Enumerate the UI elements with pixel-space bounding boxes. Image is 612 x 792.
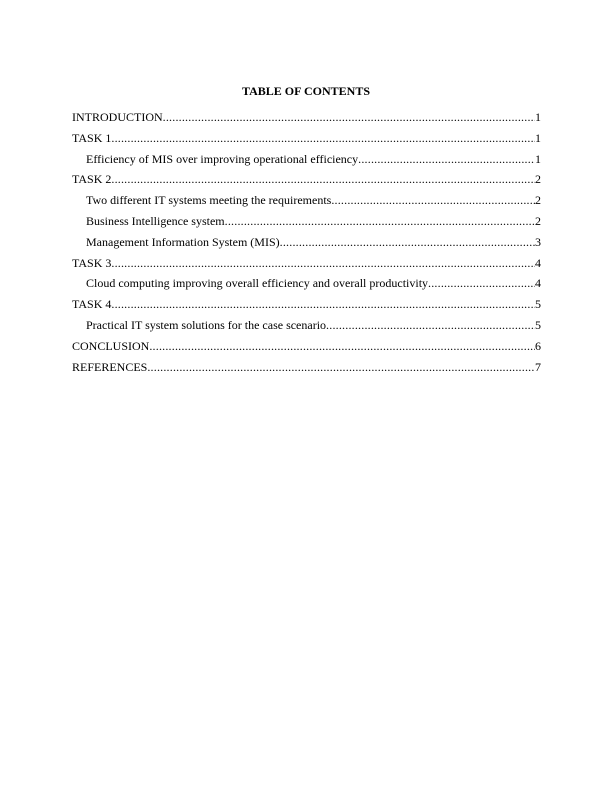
toc-entry-label: TASK 3 bbox=[72, 255, 112, 270]
toc-entry-label: CONCLUSION bbox=[72, 338, 150, 353]
dot-leader bbox=[358, 152, 535, 166]
toc-title: TABLE OF CONTENTS bbox=[241, 84, 371, 98]
toc-entry-cloud-computing[interactable] bbox=[72, 276, 541, 297]
toc-entry-page-number: 3 bbox=[535, 234, 541, 249]
toc-entry-business-intelligence[interactable] bbox=[72, 214, 541, 235]
toc-entry-page-number: 1 bbox=[535, 110, 541, 124]
toc-entry-task-1[interactable] bbox=[72, 131, 541, 152]
toc-entry-label: TASK 1 bbox=[72, 130, 112, 145]
dot-leader bbox=[147, 360, 535, 374]
toc-entry-page-number: 1 bbox=[535, 151, 541, 166]
toc-list bbox=[72, 110, 541, 380]
toc-entry-page-number: 7 bbox=[535, 359, 541, 374]
toc-entry-page-number: 1 bbox=[535, 130, 541, 145]
dot-leader bbox=[280, 235, 535, 249]
toc-entry-mis-efficiency[interactable] bbox=[72, 152, 541, 173]
toc-entry-page-number: 6 bbox=[535, 338, 541, 353]
toc-entry-page-number: 4 bbox=[535, 276, 541, 291]
toc-entry-label: Two different IT systems meeting the requirements bbox=[86, 193, 332, 208]
dot-leader bbox=[326, 318, 535, 332]
toc-entry-label: Business Intelligence system bbox=[86, 213, 225, 228]
toc-entry-task-2[interactable] bbox=[72, 172, 541, 193]
toc-entry-page-number: 5 bbox=[535, 317, 541, 332]
toc-entry-page-number: 2 bbox=[535, 213, 541, 228]
toc-entry-page-number: 2 bbox=[535, 172, 541, 187]
toc-entry-label: TASK 2 bbox=[72, 172, 112, 187]
dot-leader bbox=[111, 297, 535, 311]
toc-entry-label: REFERENCES bbox=[72, 359, 148, 374]
dot-leader bbox=[428, 276, 535, 290]
toc-entry-page-number: 5 bbox=[535, 297, 541, 312]
toc-entry-label: Efficiency of MIS over improving operational efficiency bbox=[86, 151, 359, 166]
toc-entry-introduction[interactable] bbox=[72, 110, 541, 131]
toc-entry-mis[interactable] bbox=[72, 235, 541, 256]
dot-leader bbox=[111, 256, 535, 270]
toc-entry-label: TASK 4 bbox=[72, 297, 112, 312]
toc-entry-task-4[interactable] bbox=[72, 297, 541, 318]
dot-leader bbox=[149, 339, 535, 353]
toc-entry-label: Management Information System (MIS) bbox=[86, 234, 280, 249]
toc-entry-two-it-systems[interactable] bbox=[72, 193, 541, 214]
dot-leader bbox=[163, 110, 535, 124]
toc-entry-conclusion[interactable] bbox=[72, 339, 541, 360]
dot-leader bbox=[331, 193, 535, 207]
dot-leader bbox=[225, 214, 535, 228]
toc-entry-task-3[interactable] bbox=[72, 256, 541, 277]
dot-leader bbox=[111, 172, 535, 186]
toc-entry-page-number: 2 bbox=[535, 193, 541, 208]
toc-entry-label: Practical IT system solutions for the case scenario bbox=[86, 317, 327, 332]
toc-entry-references[interactable] bbox=[72, 360, 541, 381]
dot-leader bbox=[111, 131, 535, 145]
toc-entry-label: Cloud computing improving overall efficiency and overall productivity bbox=[86, 276, 429, 291]
toc-entry-label: INTRODUCTION bbox=[72, 110, 163, 124]
toc-entry-page-number: 4 bbox=[535, 255, 541, 270]
toc-entry-practical-it-solutions[interactable] bbox=[72, 318, 541, 339]
